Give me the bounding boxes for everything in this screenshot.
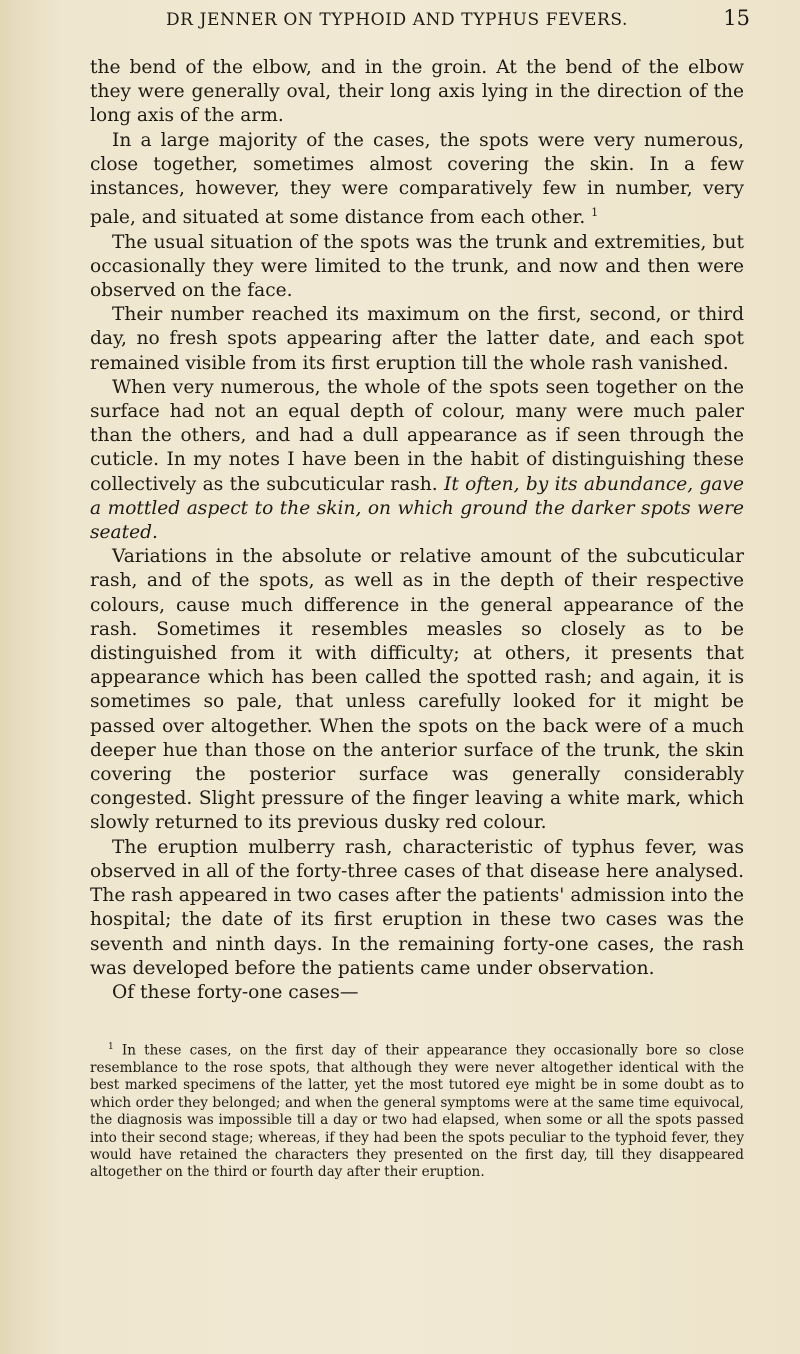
footnote <box>90 1039 744 1182</box>
paragraph-text: Variations in the absolute or relative amount of the subcuticular rash, and of the spots, as well as in the depth of their respective colours, cause much difference in the general appearance of the rash. Sometimes it resembles measles so closely as to be distinguished from it with difficulty; at others, it presents that appearance which has been called the spotted rash; and again, it is sometimes so pale, that unless carefully looked for it might be passed over altogether. When the spots on the back were of a much deeper hue than those on the anterior surface of the trunk, the skin covering the posterior surface was generally considerably congested. Slight pressure of the finger leaving a white mark, which slowly returned to its previous dusky red colour. <box>90 546 744 834</box>
body-text <box>90 56 744 1005</box>
footnote-mark: 1 <box>108 1042 114 1053</box>
footnotes <box>90 1039 744 1182</box>
paragraph <box>90 836 744 981</box>
paragraph <box>90 129 744 231</box>
italic-sentence: It often, by its abundance, gave a mottled aspect to the skin, on which ground the darker spots were seated. <box>90 473 744 544</box>
running-title: DR JENNER ON TYPHOID AND TYPHUS FEVERS. <box>165 10 629 30</box>
paragraph <box>90 376 744 545</box>
paragraph-text: Their number reached its maximum on the first, second, or third day, no fresh spots appearing after the latter date, and each spot remained visible from its first eruption till the whole rash vanished. <box>90 304 744 374</box>
paragraph <box>90 545 744 835</box>
footnote-reference: 1 <box>591 206 599 220</box>
paragraph <box>90 231 744 304</box>
paragraph-text: the bend of the elbow, and in the groin. At the bend of the elbow they were generally oval, their long axis lying in the direction of the long axis of the arm. <box>90 57 744 127</box>
paragraph-text: The usual situation of the spots was the trunk and extremities, but occasionally they were limited to the trunk, and now and then were observed on the face. <box>90 231 744 302</box>
page-number: 15 <box>723 6 750 30</box>
paragraph-text: In a large majority of the cases, the spots were very numerous, close together, sometimes almost covering the skin. In a few instances, however, they were comparatively few in number, very pale, and situated at some distance from each other. <box>90 129 744 229</box>
running-head <box>90 0 750 56</box>
paragraph-text: When very numerous, the whole of the spots seen together on the surface had not an equal depth of colour, many were much paler than the others, and had a dull appearance as if seen through the cuticle. In my notes I have been in the habit of distinguishing these collectively as the subcuticular rash. <box>90 376 744 495</box>
paragraph <box>90 981 744 1005</box>
paragraph-text: The eruption mulberry rash, characteristic of typhus fever, was observed in all of the forty-three cases of that disease here analysed. The rash appeared in two cases after the patients' admission into the hospital; the date of its first eruption in these two cases was the seventh and ninth days. In the remaining forty-one cases, the rash was developed before the patients came under observation. <box>90 836 744 979</box>
paragraph-text: Of these forty-one cases— <box>112 981 359 1003</box>
footnote-text: In these cases, on the first day of their appearance they occasionally bore so close resemblance to the rose spots, that although they were never altogether identical with the best marked specimens of the latter, yet the most tutored eye might be in some doubt as to which order they belonged; and when the general symptoms were at the same time equivocal, the diagnosis was impossible till a day or two had elapsed, when some or all the spots passed into their second stage; whereas, if they had been the spots peculiar to the typhoid fever, they would have retained the characters they presented on the first day, till they disappeared altogether on the third or fourth day after their eruption. <box>90 1042 744 1181</box>
paragraph <box>90 56 744 129</box>
paragraph <box>90 303 744 376</box>
